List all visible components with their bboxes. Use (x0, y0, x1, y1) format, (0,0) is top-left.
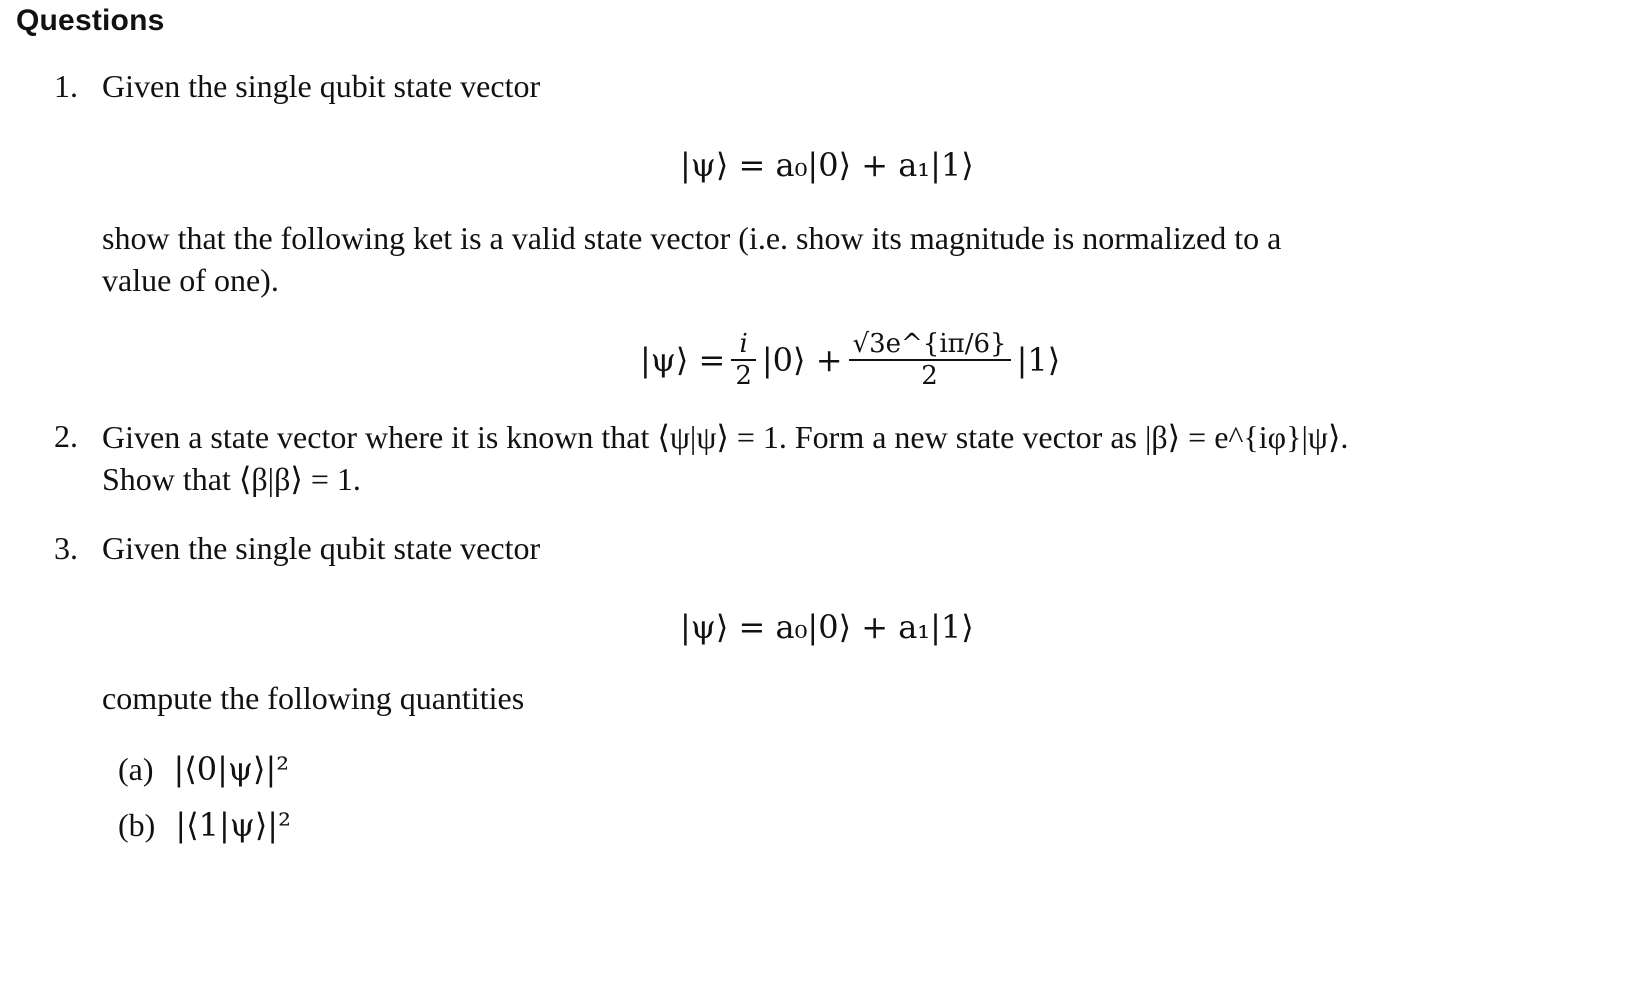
list-item (118, 750, 289, 788)
equation-state-vector: |ψ⟩ = a₀|0⟩ + a₁|1⟩ (680, 146, 974, 184)
fraction-numerator: i (739, 329, 748, 359)
item-label: (b) (118, 807, 156, 843)
equation-middle: |0⟩ + (761, 341, 843, 379)
fraction-i-over-2 (731, 329, 756, 391)
fraction-numerator-sqrt: √3e^{iπ/6} (852, 329, 1007, 359)
item-label: (a) (118, 751, 154, 787)
item-expression: |⟨0|ψ⟩|² (173, 750, 290, 788)
fraction-denominator: 2 (731, 359, 756, 391)
question-text: Given a state vector where it is known that ⟨ψ|ψ⟩ = 1. Form a new state vector as |β⟩ = e^{iφ}|ψ⟩. (102, 419, 1349, 455)
equation-normalized-ket (640, 320, 1060, 400)
fraction-sqrt3-exp (849, 329, 1011, 391)
equation-state-vector-2: |ψ⟩ = a₀|0⟩ + a₁|1⟩ (680, 608, 974, 646)
instruction-text: compute the following quantities (102, 680, 525, 716)
page-title: Questions (16, 4, 165, 37)
equation-end: |1⟩ (1016, 341, 1061, 379)
question-text-line-2: Show that ⟨β|β⟩ = 1. (102, 461, 361, 497)
fraction-denominator-2: 2 (849, 359, 1011, 391)
question-number: 3. (54, 530, 78, 566)
question-number: 1. (54, 68, 78, 104)
list-item (118, 806, 291, 844)
question-number: 2. (54, 418, 78, 454)
item-expression: |⟨1|ψ⟩|² (175, 806, 291, 844)
equation-lhs: |ψ⟩ = (640, 341, 726, 379)
instruction-line-1: show that the following ket is a valid state vector (i.e. show its magnitude is normalized to a (102, 220, 1282, 256)
instruction-line-2: value of one). (102, 262, 279, 298)
question-text: Given the single qubit state vector (102, 68, 541, 104)
question-text: Given the single qubit state vector (102, 530, 541, 566)
